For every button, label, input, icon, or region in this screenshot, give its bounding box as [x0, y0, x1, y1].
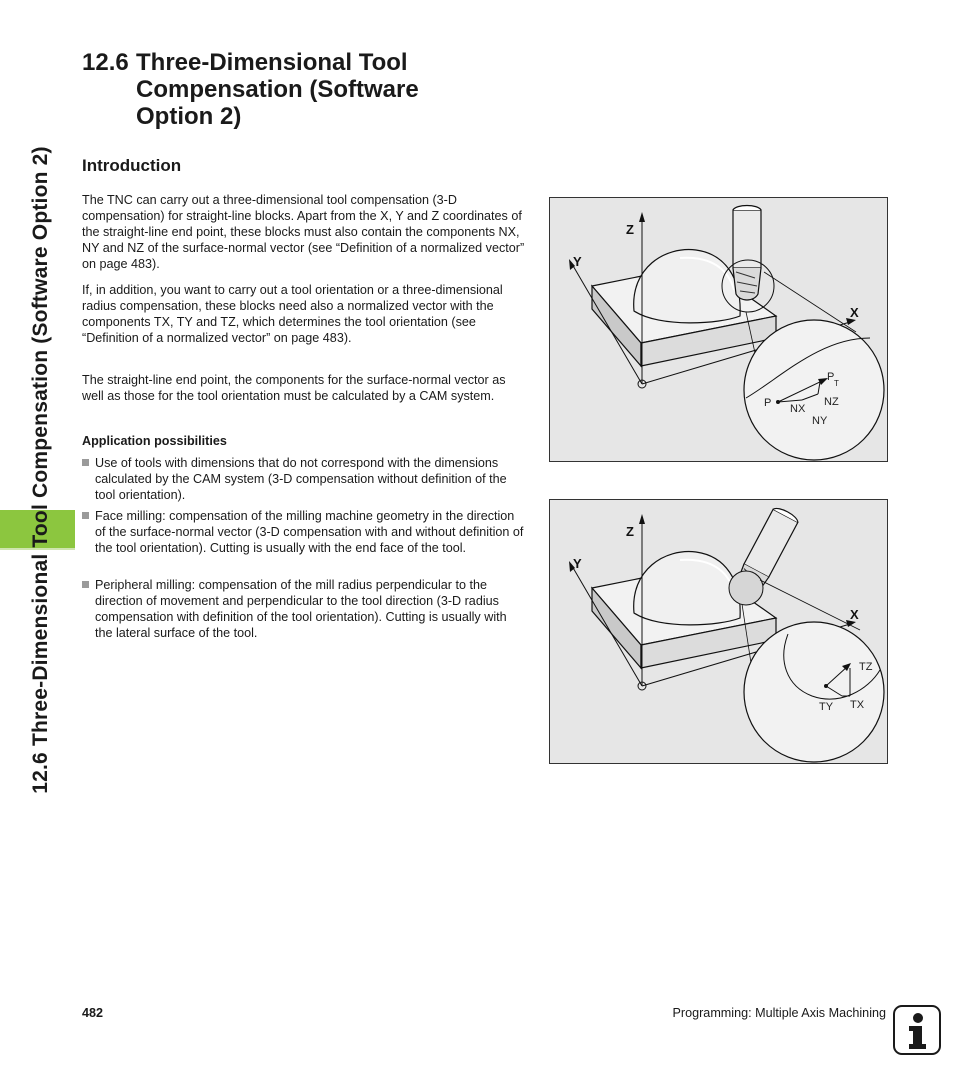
fig1-nz-label: NZ — [824, 396, 839, 408]
fig1-axis-z-label: Z — [626, 222, 634, 237]
fig1-point-p-label: P — [764, 397, 772, 409]
fig2-ty-label: TY — [819, 701, 834, 713]
fig2-tx-label: TX — [850, 699, 865, 711]
fig1-ny-label: NY — [812, 415, 828, 427]
section-heading: Introduction — [82, 156, 182, 175]
fig1-axis-x-label: X — [850, 305, 859, 320]
footer-chapter-title: Programming: Multiple Axis Machining — [672, 1006, 886, 1020]
fig1-point-pt-label: P — [827, 371, 835, 383]
bullet-text: Use of tools with dimensions that do not correspond with the dimensions calculated by the CAM system (3-D compensation without definition of the tool orientation). — [95, 456, 507, 502]
bullet-text: Face milling: compensation of the milling machine geometry in the direction of the surface-normal vector (3-D compensation with and without definition of the tool orientation). Cutting is usually with the end face of the tool. — [95, 509, 524, 555]
paragraph-orientation: If, in addition, you want to carry out a tool orientation or a three-dimensional radius compensation, these blocks need also a normalized vector with the components TX, TY and TZ, which determines the tool orientation (see “Definition of a normalized vector” on page 483). — [82, 283, 503, 345]
chapter-title-text: Three-Dimensional Tool Compensation (Software Option 2) — [136, 49, 419, 130]
paragraph-intro: The TNC can carry out a three-dimensional tool compensation (3-D compensation) for straight-line blocks. Apart from the X, Y and Z coordinates of the straight-line end point, these blocks must also contain the components NX, NY and NZ of the surface-normal vector (see “Definition of a normalized vector” on page 483). — [82, 193, 525, 271]
fig1-nx-label: NX — [790, 403, 806, 415]
bullet-square-icon — [82, 512, 89, 519]
figure-tool-orientation — [549, 499, 888, 764]
fig1-pt-subscript: T — [834, 379, 839, 388]
fig2-axis-y-label: Y — [573, 556, 582, 571]
info-icon — [893, 1005, 941, 1055]
bullet-item — [82, 577, 526, 641]
fig2-tz-label: TZ — [859, 661, 873, 673]
bullet-square-icon — [82, 581, 89, 588]
bullet-square-icon — [82, 459, 89, 466]
figure-surface-normal — [549, 197, 888, 462]
side-chapter-title: 12.6 Three-Dimensional Tool Compensation (Software Option 2) — [29, 146, 52, 794]
fig2-axis-x-label: X — [850, 607, 859, 622]
application-heading: Application possibilities — [82, 434, 227, 448]
chapter-number: 12.6 — [82, 49, 129, 76]
bullet-text: Peripheral milling: compensation of the mill radius perpendicular to the direction of movement and perpendicular to the tool direction (3-D radius compensation with definition of the tool orientation). Cutting is usually with the lateral surface of the tool. — [95, 578, 507, 640]
page-number: 482 — [82, 1006, 104, 1020]
bullet-item — [82, 455, 526, 503]
fig1-axis-y-label: Y — [573, 254, 582, 269]
fig2-axis-z-label: Z — [626, 524, 634, 539]
paragraph-cam: The straight-line end point, the components for the surface-normal vector as well as those for the tool orientation must be calculated by a CAM system. — [82, 373, 506, 403]
bullet-item — [82, 508, 526, 556]
